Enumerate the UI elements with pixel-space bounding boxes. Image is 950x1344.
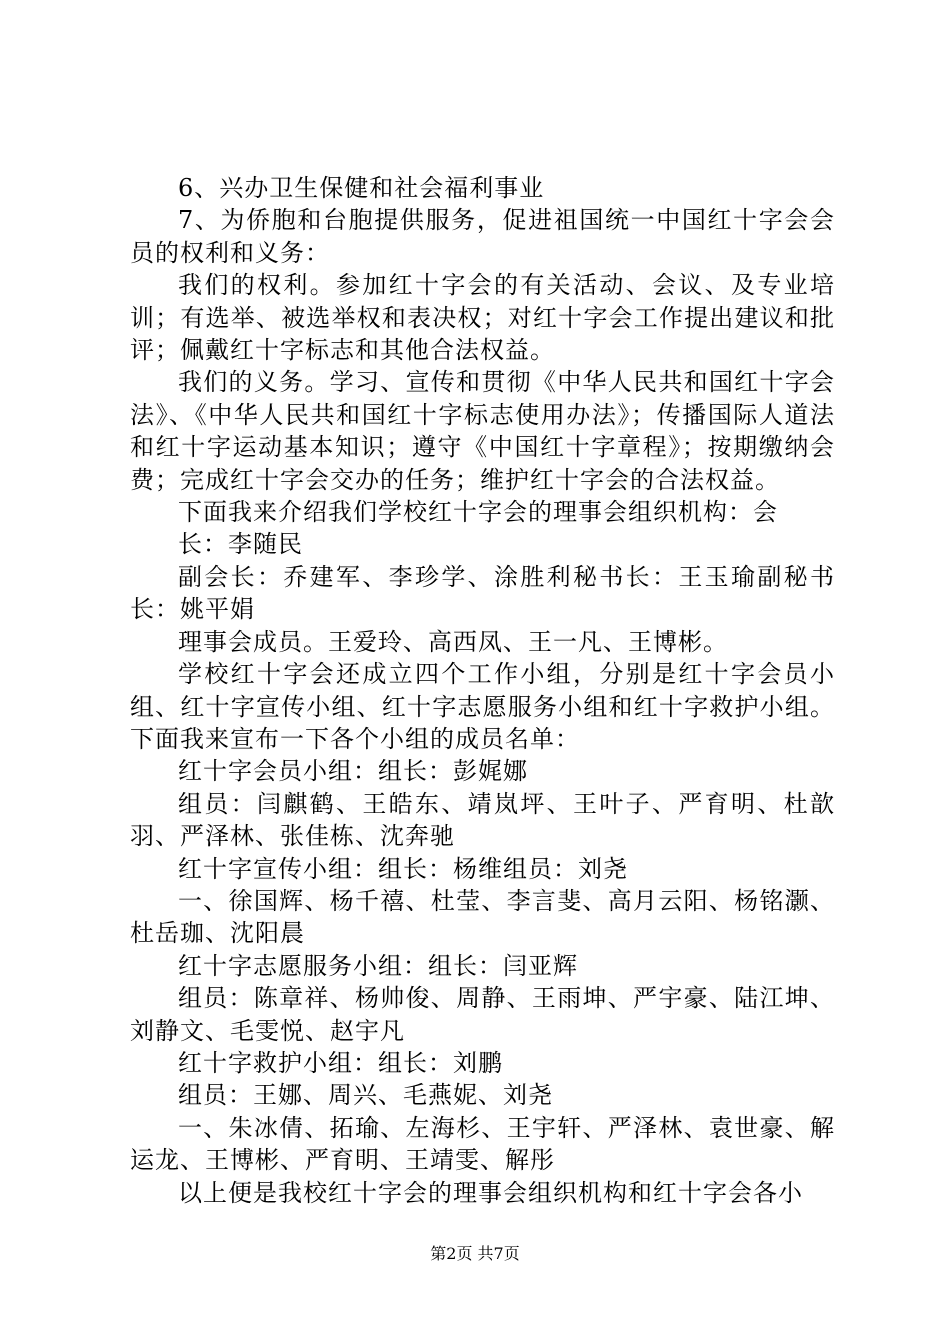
paragraph-rescue-group-members: 组员：王娜、周兴、毛燕妮、刘尧 — [178, 1081, 553, 1110]
paragraph-volunteer-group-leader: 红十字志愿服务小组：组长：闫亚辉 — [178, 951, 578, 980]
paragraph-rescue-group-members-2: 一、朱冰倩、拓瑜、左海杉、王宇轩、严泽林、袁世豪、解运龙、王博彬、严育明、王靖雯、解彤 — [130, 1113, 835, 1175]
paragraph-vice-president: 副会长：乔建军、李珍学、涂胜利秘书长：王玉瑜副秘书长：姚平娟 — [130, 562, 835, 624]
paragraph-rescue-group-leader: 红十字救护小组：组长：刘鹏 — [178, 1048, 503, 1077]
paragraph-item-7: 7、为侨胞和台胞提供服务，促进祖国统一中国红十字会会员的权利和义务： — [130, 206, 835, 267]
page-number-footer: 第2页 共7页 — [430, 1244, 520, 1263]
paragraph-work-groups: 学校红十字会还成立四个工作小组，分别是红十字会员小组、红十字宣传小组、红十字志愿服务小组和红十字救护小组。下面我来宣布一下各个小组的成员名单： — [130, 660, 835, 753]
paragraph-council-members: 理事会成员。王爱玲、高西凤、王一凡、王博彬。 — [178, 627, 728, 656]
paragraph-item-6: 6、兴办卫生保健和社会福利事业 — [178, 174, 545, 202]
paragraph-publicity-group-members: 一、徐国辉、杨千禧、杜莹、李言斐、高月云阳、杨铭灏、杜岳珈、沈阳晨 — [130, 886, 835, 948]
paragraph-member-rights: 我们的权利。参加红十字会的有关活动、会议、及专业培训；有选举、被选举权和表决权；对红十字会工作提出建议和批评；佩戴红十字标志和其他合法权益。 — [130, 271, 835, 365]
document-body — [130, 172, 835, 1209]
paragraph-member-group-members: 组员：闫麒鹤、王皓东、靖岚坪、王叶子、严育明、杜歆羽、严泽林、张佳栋、沈奔驰 — [130, 789, 835, 851]
paragraph-member-duties: 我们的义务。学习、宣传和贯彻《中华人民共和国红十字会法》、《中华人民共和国红十字标志使用办法》；传播国际人道法和红十字运动基本知识；遵守《中国红十字章程》；按期缴纳会费；完成红十字会交办的任务；维护红十字会的合法权益。 — [130, 368, 835, 494]
paragraph-org-intro: 下面我来介绍我们学校红十字会的理事会组织机构：会 — [178, 498, 778, 527]
paragraph-volunteer-group-members: 组员：陈章祥、杨帅俊、周静、王雨坤、严宇豪、陆江坤、刘静文、毛雯悦、赵宇凡 — [130, 984, 835, 1045]
paragraph-closing: 以上便是我校红十字会的理事会组织机构和红十字会各小 — [178, 1178, 803, 1207]
paragraph-member-group-leader: 红十字会员小组：组长：彭娓娜 — [178, 757, 528, 786]
paragraph-president: 长：李随民 — [178, 530, 303, 559]
paragraph-publicity-group-leader: 红十字宣传小组：组长：杨维组员：刘尧 — [178, 854, 628, 883]
